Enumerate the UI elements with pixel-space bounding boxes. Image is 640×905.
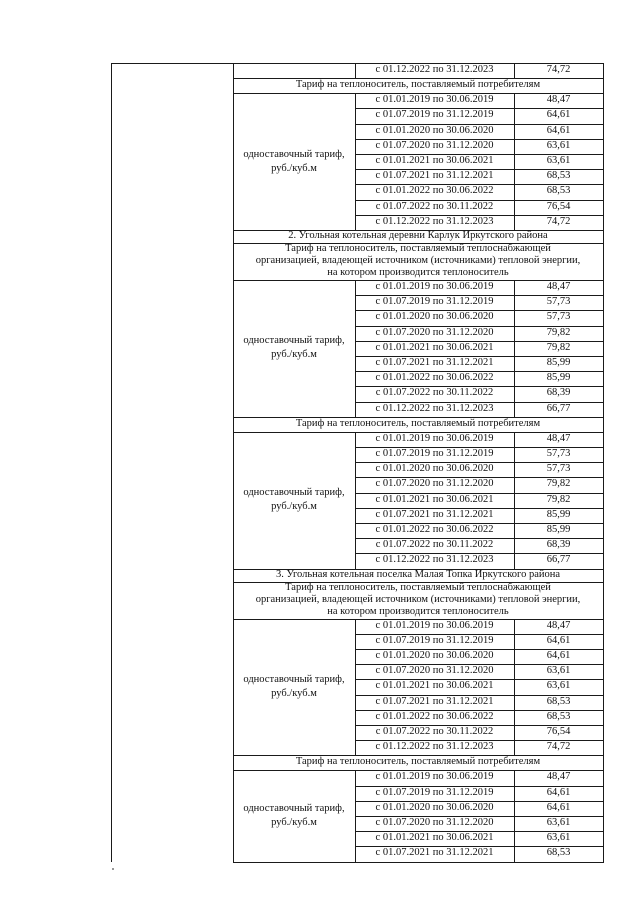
table-row-rule xyxy=(355,862,604,863)
block-heading-line: Тариф на теплоноситель, поставляемый потребителям xyxy=(295,756,541,768)
table-row-rule xyxy=(111,63,234,64)
block-heading-line: организацией, владеющей источником (источниками) тепловой энергии, xyxy=(255,255,581,266)
period-cell: с 01.01.2020 по 30.06.2020 xyxy=(375,801,494,813)
period-cell: с 01.01.2022 по 30.06.2022 xyxy=(375,372,494,384)
period-cell: с 01.01.2020 по 30.06.2020 xyxy=(375,124,494,136)
period-cell: с 01.01.2020 по 30.06.2020 xyxy=(375,311,494,323)
tariff-type-label xyxy=(233,148,355,176)
period-cell: с 01.01.2019 по 30.06.2019 xyxy=(375,94,494,106)
period-cell: с 01.07.2021 по 31.12.2021 xyxy=(375,695,494,707)
tariff-type-label-line: руб./куб.м xyxy=(271,349,317,361)
period-cell: с 01.12.2022 по 31.12.2023 xyxy=(375,402,494,414)
table-column-rule xyxy=(514,432,515,569)
value-cell: 64,61 xyxy=(546,786,571,798)
table-column-rule xyxy=(355,280,356,417)
tariff-type-label-line: одноставочный тариф, xyxy=(243,148,345,160)
value-cell: 68,53 xyxy=(546,847,571,859)
period-cell: с 01.07.2019 по 31.12.2019 xyxy=(375,296,494,308)
tariff-type-label xyxy=(233,673,355,701)
tariff-type-label xyxy=(233,486,355,514)
block-heading xyxy=(233,78,603,93)
value-cell: 48,47 xyxy=(546,94,571,106)
value-cell: 76,54 xyxy=(546,200,571,212)
block-heading xyxy=(233,755,603,770)
period-cell: с 01.01.2019 по 30.06.2019 xyxy=(375,771,494,783)
period-cell: с 01.01.2021 по 30.06.2021 xyxy=(375,155,494,166)
period-cell: с 01.01.2021 по 30.06.2021 xyxy=(375,832,494,844)
block-heading-line: Тариф на теплоноситель, поставляемый теплоснабжающей xyxy=(285,581,551,593)
value-cell: 63,61 xyxy=(546,139,571,151)
value-cell: 64,61 xyxy=(546,634,571,646)
value-cell: 57,73 xyxy=(546,448,571,459)
value-cell: 85,99 xyxy=(546,357,571,368)
period-cell: с 01.07.2020 по 31.12.2020 xyxy=(375,478,494,490)
period-cell: с 01.07.2022 по 30.11.2022 xyxy=(375,387,494,399)
period-cell: с 01.07.2022 по 30.11.2022 xyxy=(375,539,494,551)
value-cell: 85,99 xyxy=(546,524,571,535)
tariff-type-label-line: одноставочный тариф, xyxy=(243,487,345,499)
value-cell: 64,61 xyxy=(546,124,571,136)
value-cell: 48,47 xyxy=(546,619,571,631)
value-cell: 66,77 xyxy=(546,554,571,566)
value-cell: 57,73 xyxy=(546,296,571,308)
value-cell: 48,47 xyxy=(546,432,571,444)
period-cell: с 01.07.2021 по 31.12.2021 xyxy=(375,847,494,859)
period-cell: с 01.07.2020 по 31.12.2020 xyxy=(375,326,494,338)
value-cell: 79,82 xyxy=(546,478,571,490)
value-cell: 64,61 xyxy=(546,650,571,661)
value-cell: 68,53 xyxy=(546,695,571,707)
period-cell: с 01.01.2021 по 30.06.2021 xyxy=(375,493,494,505)
value-cell: 63,61 xyxy=(546,817,571,828)
block-heading-line: Тариф на теплоноситель, поставляемый теплоснабжающей xyxy=(285,243,551,254)
table-column-rule xyxy=(514,619,515,756)
period-cell: с 01.07.2020 по 31.12.2020 xyxy=(375,665,494,677)
block-heading-line: Тариф на теплоноситель, поставляемый потребителям xyxy=(295,79,541,91)
period-cell: с 01.01.2022 по 30.06.2022 xyxy=(375,710,494,722)
period-cell: с 01.01.2021 по 30.06.2021 xyxy=(375,680,494,692)
period-cell: с 01.12.2022 по 31.12.2023 xyxy=(375,554,494,566)
period-cell: с 01.07.2022 по 30.11.2022 xyxy=(375,726,494,737)
table-column-rule xyxy=(514,770,515,861)
value-cell: 76,54 xyxy=(546,726,571,737)
value-cell: 74,72 xyxy=(546,64,571,75)
value-cell: 64,61 xyxy=(546,109,571,121)
tariff-type-label-line: одноставочный тариф, xyxy=(243,335,345,347)
period-cell: с 01.07.2019 по 31.12.2019 xyxy=(375,448,494,459)
value-cell: 68,53 xyxy=(546,185,571,197)
value-cell: 63,61 xyxy=(546,832,571,844)
tariff-type-label-line: руб./куб.м xyxy=(271,501,317,513)
value-cell: 63,61 xyxy=(546,665,571,677)
value-cell: 64,61 xyxy=(546,801,571,813)
period-cell: с 01.12.2022 по 31.12.2023 xyxy=(375,741,494,753)
tariff-type-label xyxy=(233,334,355,362)
value-cell: 85,99 xyxy=(546,372,571,384)
block-heading-line: на котором производится теплоноситель xyxy=(327,605,509,617)
tariff-type-label xyxy=(233,802,355,830)
table-row-rule xyxy=(233,862,356,863)
period-cell: с 01.07.2020 по 31.12.2020 xyxy=(375,817,494,828)
period-cell: с 01.07.2020 по 31.12.2020 xyxy=(375,139,494,151)
value-cell: 57,73 xyxy=(546,311,571,323)
period-cell: с 01.12.2022 по 31.12.2023 xyxy=(375,215,494,227)
period-cell: с 01.07.2021 по 31.12.2021 xyxy=(375,508,494,520)
table-column-rule xyxy=(111,63,112,862)
table-column-rule xyxy=(514,280,515,417)
value-cell: 68,53 xyxy=(546,710,571,722)
period-cell: с 01.01.2019 по 30.06.2019 xyxy=(375,619,494,631)
block-heading-line: на котором производится теплоноситель xyxy=(327,267,509,278)
table-column-rule xyxy=(355,619,356,756)
period-cell: с 01.12.2022 по 31.12.2023 xyxy=(375,64,494,75)
period-cell: с 01.07.2021 по 31.12.2021 xyxy=(375,357,494,368)
period-cell: с 01.01.2020 по 30.06.2020 xyxy=(375,463,494,475)
value-cell: 48,47 xyxy=(546,281,571,292)
period-cell: с 01.07.2019 по 31.12.2019 xyxy=(375,786,494,798)
section-title: 3. Угольная котельная поселка Малая Топка Иркутского района xyxy=(275,568,561,580)
value-cell: 85,99 xyxy=(546,508,571,520)
value-cell: 74,72 xyxy=(546,215,571,227)
value-cell: 63,61 xyxy=(546,680,571,692)
block-heading xyxy=(233,417,603,432)
period-cell: с 01.01.2022 по 30.06.2022 xyxy=(375,524,494,535)
table-column-rule xyxy=(233,63,234,862)
tariff-type-label-line: руб./куб.м xyxy=(271,688,317,699)
value-cell: 57,73 xyxy=(546,463,571,475)
value-cell: 68,53 xyxy=(546,170,571,182)
table-column-rule xyxy=(355,432,356,569)
tariff-type-label-line: одноставочный тариф, xyxy=(243,803,345,814)
tariff-type-label-line: одноставочный тариф, xyxy=(243,674,345,685)
block-heading xyxy=(233,243,603,280)
section-title: 2. Угольная котельная деревни Карлук Иркутского района xyxy=(288,230,548,241)
block-heading-line: организацией, владеющей источником (источниками) тепловой энергии, xyxy=(255,593,581,605)
value-cell: 68,39 xyxy=(546,387,571,399)
value-cell: 66,77 xyxy=(546,402,571,414)
period-cell: с 01.07.2021 по 31.12.2021 xyxy=(375,170,494,182)
period-cell: с 01.07.2022 по 30.11.2022 xyxy=(375,200,494,212)
value-cell: 74,72 xyxy=(546,741,571,753)
period-cell: с 01.01.2022 по 30.06.2022 xyxy=(375,185,494,197)
value-cell: 63,61 xyxy=(546,155,571,166)
period-cell: с 01.07.2019 по 31.12.2019 xyxy=(375,634,494,646)
value-cell: 79,82 xyxy=(546,493,571,505)
table-column-rule xyxy=(514,93,515,230)
scan-speck xyxy=(112,868,114,870)
tariff-type-label-line: руб./куб.м xyxy=(271,817,317,828)
period-cell: с 01.01.2021 по 30.06.2021 xyxy=(375,341,494,353)
table-column-rule xyxy=(355,93,356,230)
period-cell: с 01.01.2020 по 30.06.2020 xyxy=(375,650,494,661)
value-cell: 79,82 xyxy=(546,341,571,353)
value-cell: 48,47 xyxy=(546,771,571,783)
period-cell: с 01.01.2019 по 30.06.2019 xyxy=(375,281,494,292)
table-column-rule xyxy=(355,770,356,861)
period-cell: с 01.01.2019 по 30.06.2019 xyxy=(375,432,494,444)
value-cell: 68,39 xyxy=(546,539,571,551)
tariff-type-label-line: руб./куб.м xyxy=(271,162,317,174)
block-heading-line: Тариф на теплоноситель, поставляемый потребителям xyxy=(295,417,541,429)
period-cell: с 01.07.2019 по 31.12.2019 xyxy=(375,109,494,121)
table-column-rule xyxy=(603,63,604,863)
value-cell: 79,82 xyxy=(546,326,571,338)
block-heading xyxy=(233,582,603,619)
